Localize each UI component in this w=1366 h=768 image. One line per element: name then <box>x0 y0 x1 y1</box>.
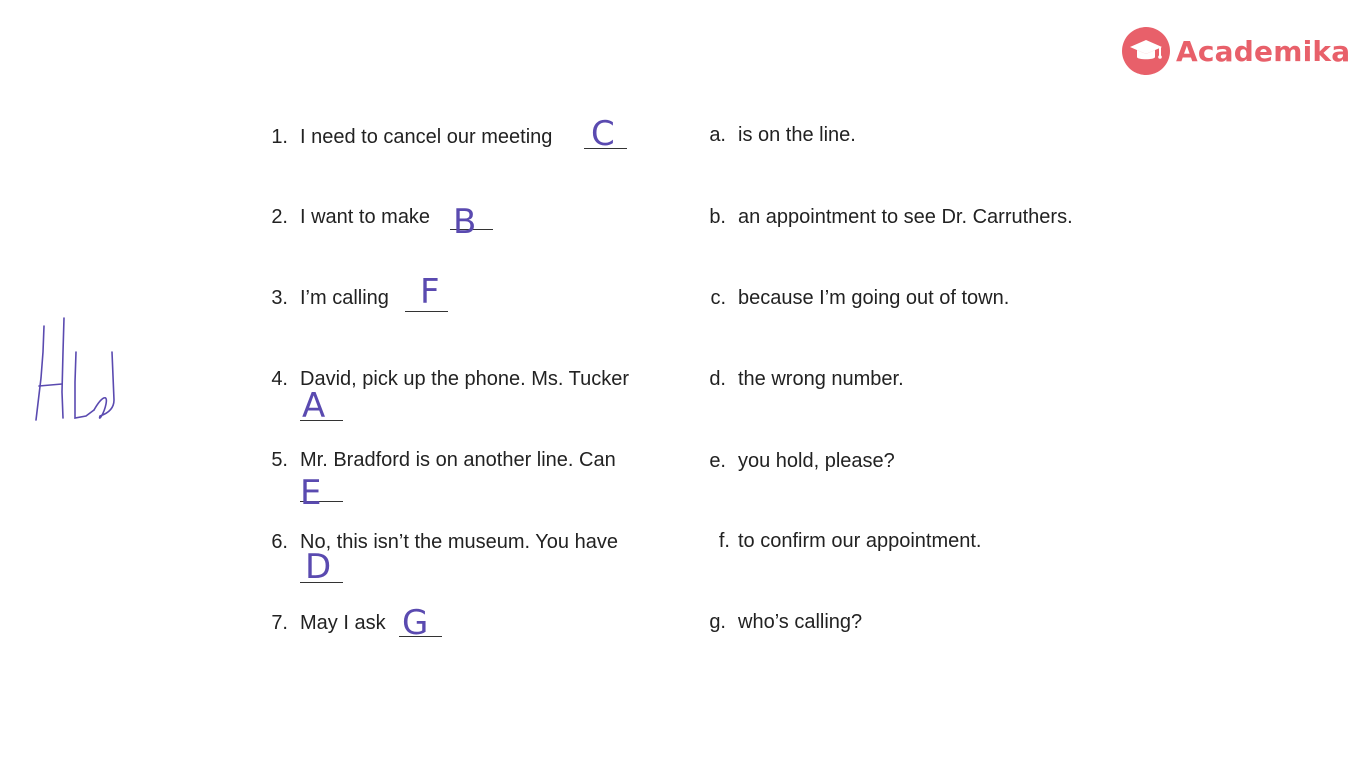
option-letter: e. <box>709 450 726 472</box>
option-text: who’s calling? <box>738 611 863 633</box>
item-number: 3. <box>271 287 288 309</box>
item-text: David, pick up the phone. Ms. Tucker <box>300 368 630 390</box>
handwritten-answer: F <box>420 272 440 312</box>
handwritten-answer: E <box>300 473 322 513</box>
handwritten-answer: A <box>302 386 326 426</box>
handwritten-answer: B <box>453 202 477 242</box>
item-text: Mr. Bradford is on another line. Can <box>300 449 616 471</box>
item-number: 4. <box>271 368 288 390</box>
option-letter: g. <box>709 611 726 633</box>
option-letter: c. <box>710 287 726 309</box>
item-text: I need to cancel our meeting <box>300 126 553 148</box>
option-letter: f. <box>718 530 730 552</box>
brand-name: Academika <box>1176 34 1351 68</box>
academika-brand <box>1122 26 1350 76</box>
handwritten-answer: C <box>591 114 615 154</box>
item-text: I’m calling <box>300 287 389 309</box>
option-text: to confirm our appointment. <box>738 530 982 552</box>
handwritten-answer: G <box>402 603 429 643</box>
option-text: the wrong number. <box>738 368 904 390</box>
option-text: is on the line. <box>738 124 856 146</box>
item-number: 7. <box>271 612 288 634</box>
item-text: No, this isn’t the museum. You have <box>300 531 618 553</box>
option-text: an appointment to see Dr. Carruthers. <box>738 206 1073 228</box>
graduation-cap-icon <box>1122 27 1170 75</box>
option-letter: a. <box>709 124 726 146</box>
item-text: May I ask <box>300 612 386 634</box>
item-number: 2. <box>271 206 288 228</box>
option-letter: b. <box>709 206 726 228</box>
item-number: 1. <box>271 126 288 148</box>
option-text: you hold, please? <box>738 450 895 472</box>
option-letter: d. <box>709 368 726 390</box>
item-number: 6. <box>271 531 288 553</box>
option-text: because I’m going out of town. <box>738 287 1010 309</box>
item-number: 5. <box>271 449 288 471</box>
item-text: I want to make <box>300 206 431 228</box>
handwritten-answer: D <box>305 547 332 587</box>
handwritten-hw-scribble <box>30 312 130 427</box>
